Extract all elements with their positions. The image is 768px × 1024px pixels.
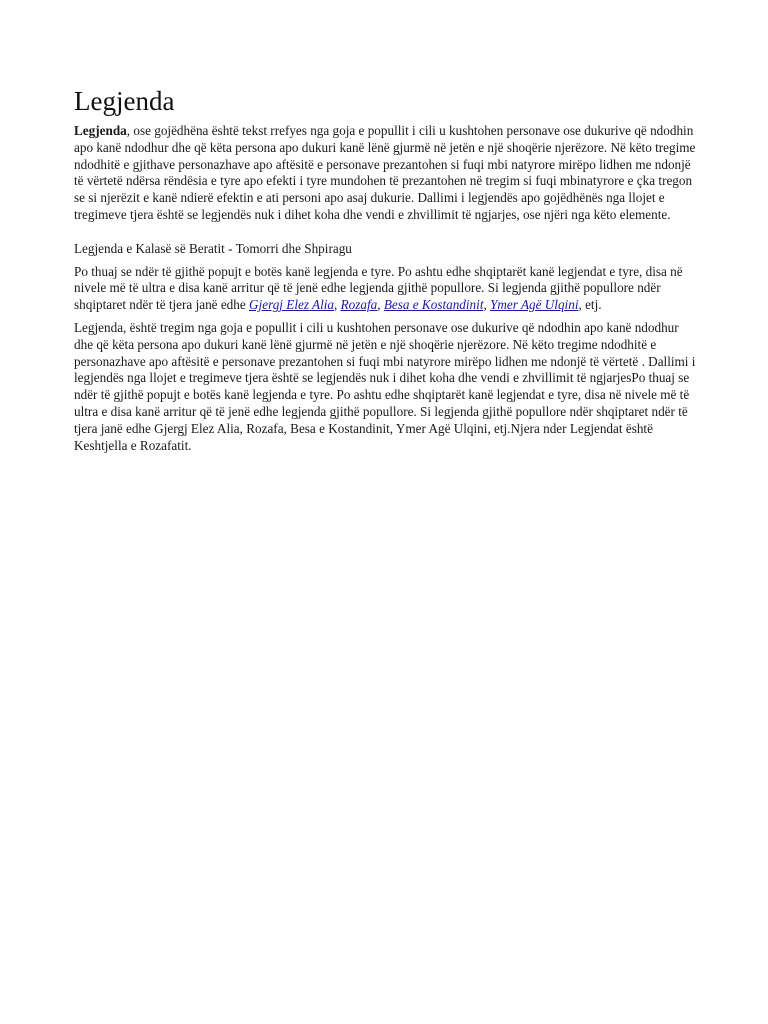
link-gjergj-elez-alia[interactable]: Gjergj Elez Alia [249,297,335,313]
intro-text: , ose gojëdhëna është tekst rrefyes nga goja e popullit i cili u kushtohen personave ose dukurive që ndodhin apo kanë ndodhur dhe që këta persona apo dukuri kanë lënë gjurmë në jetën e një shoqërie njerëzore. Në këto tregime ndodhitë e gjithave personazhave apo aftësitë e personave prezantohen si fuqi mbi natyrore mirëpo lidhen me ndonjë të vërtetë ndërsa rëndësia e tyre apo efekti i tyre mundohen të prezantohen në tregim si fuqi mbinatyrore e çka tregon se si njerëzit e kanë ndierë efektin e ati personi apo asaj dukurie. Dallimi i legjendës apo gojëdhënës nga llojet e tregimeve tjera është se legjendës nuk i dihet koha dhe vendi e zhvillimit të ngjarjes, ose njëri nga këto elemente. [74,123,696,222]
link-besa-e-kostandinit[interactable]: Besa e Kostandinit [383,297,484,313]
intro-paragraph [74,123,698,224]
link-separator: , [483,297,491,313]
legends-text-before: Po thuaj se ndër të gjithë popujt e botës kanë legjenda e tyre. Po ashtu edhe shqiptarët kanë legjendat e tyre, disa në nivele më të ultra e disa kanë arritur që të jenë edhe legjenda gjithë popullore. Si legjenda gjithë popullore ndër shqiptaret ndër të tjera janë edhe [74,263,683,313]
definition-paragraph: Legjenda, është tregim nga goja e popullit i cili u kushtohen personave ose dukurive që ndodhin apo kanë ndodhur dhe që këta persona apo dukuri kanë lënë gjurmë në jetën e një shoqërie njerëzore. Në këto tregime ndodhitë e personazhave apo aftësitë e personave prezantohen si fuqi mbi natyrore mirëpo lidhen me ndonjë të vërtetë . Dallimi i legjendës nga llojet e tregimeve tjera është se legjendës nuk i dihet koha dhe vendi e zhvillimit të ngjarjesPo thuaj se ndër të gjithë popujt e botës kanë legjenda e tyre. Po ashtu edhe shqiptarët kanë legjendat e tyre, disa në nivele më të ultra e disa kanë arritur që të jenë edhe legjenda gjithë popullore. Si legjenda gjithë popullore ndër shqiptaret ndër të tjera janë edhe Gjergj Elez Alia, Rozafa, Besa e Kostandinit, Ymer Agë Ulqini, etj.Njera nder Legjendat është Keshtjella e Rozafatit. [74,319,696,453]
link-separator: , [377,297,384,313]
section-subheading: Legjenda e Kalasë së Beratit - Tomorri dhe Shpiragu [74,240,352,256]
page-title: Legjenda [74,86,175,116]
intro-lead-term: Legjenda [74,123,127,138]
legends-paragraph [74,264,698,314]
link-rozafa[interactable]: Rozafa [340,297,378,313]
link-separator: , [334,297,341,313]
link-ymer-age-ulqini[interactable]: Ymer Agë Ulqini [490,297,579,313]
document-page [74,84,698,454]
legends-text-after: , etj. [578,297,602,313]
